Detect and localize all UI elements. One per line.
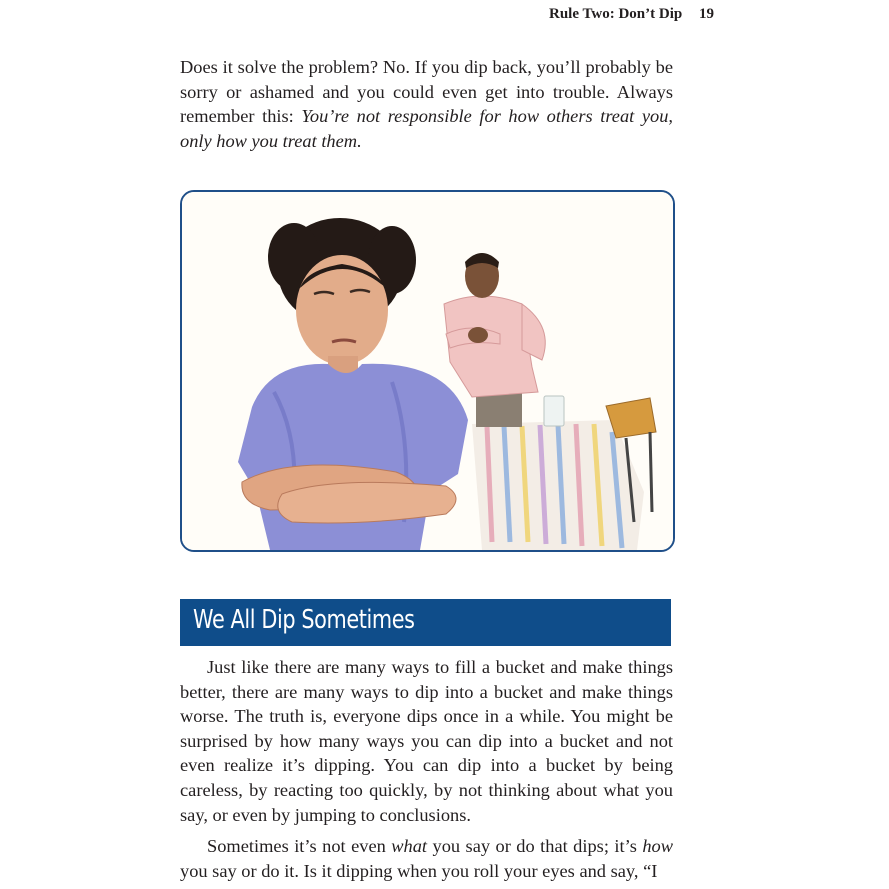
paragraph2-emphasis-how: how — [642, 836, 674, 856]
paragraph2-part2: you say or do that dips; it’s — [427, 836, 643, 856]
intro-paragraph — [180, 55, 673, 153]
page-number: 19 — [699, 6, 714, 22]
running-title: Rule Two: Don’t Dip — [549, 6, 683, 22]
body-paragraph-2 — [180, 834, 673, 883]
section-heading-banner — [180, 599, 671, 646]
body-paragraph-1: Just like there are many ways to fill a bucket and make things better, there are many ways to dip into a bucket and make things worse. The truth is, everyone dips once in a while. You might be surprised by how many ways you can dip into a bucket and not even realize it’s dipping. You can dip into a bucket by being careless, by reacting too quickly, by not thinking about what you say, or even by jumping to conclusions. — [180, 657, 673, 825]
paragraph2-part1: Sometimes it’s not even — [207, 836, 392, 856]
running-header — [549, 6, 714, 23]
paragraph2-part3: you say or do it. Is it dipping when you roll your eyes and say, “I — [180, 860, 658, 881]
section-title: We All Dip Sometimes — [193, 605, 415, 635]
intro-text: Does it solve the problem? No. If you dip back, you’ll probably be sorry or ashamed and you could even get into trouble. Always remember this: — [180, 57, 673, 127]
illustration-girl-arms-crossed-man-pointing-icon — [182, 192, 673, 550]
intro-emphasis: You’re not responsible for how others treat you, only how you treat them. — [180, 106, 673, 151]
illustration-frame — [180, 190, 675, 552]
paragraph2-emphasis-what: what — [391, 836, 428, 856]
